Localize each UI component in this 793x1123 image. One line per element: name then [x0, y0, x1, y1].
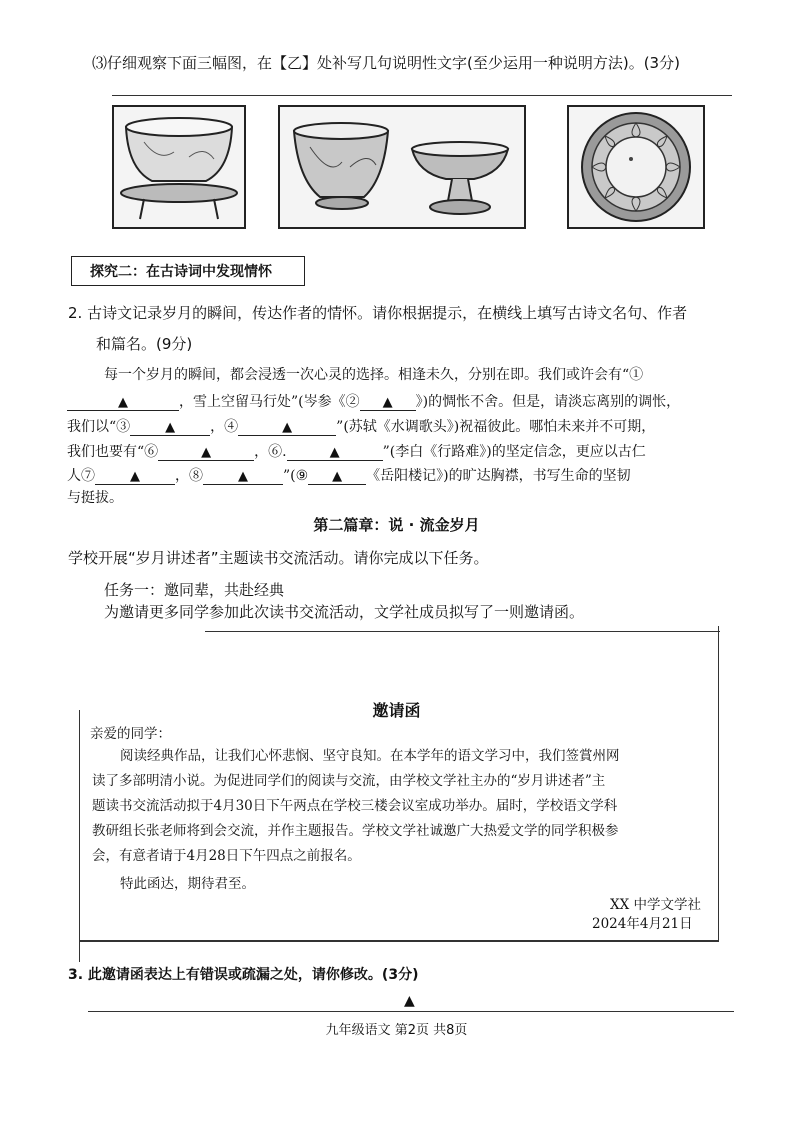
chapter-2-heading: 第二篇章：说 · 流金岁月: [313, 516, 480, 534]
bowl-image-2: [278, 105, 526, 229]
question-2-prompt-line1: 2. 古诗文记录岁月的瞬间，传达作者的情怀。请你根据提示，在横线上填写古诗文名句、作者: [68, 304, 688, 322]
section-title-explore-2: 探究二：在古诗词中发现情怀: [71, 256, 305, 286]
answer-blank-1[interactable]: [67, 394, 179, 411]
activity-intro: 学校开展“岁月讲述者”主题读书交流活动。请你完成以下任务。: [68, 549, 489, 567]
bowl-image-1: [112, 105, 246, 229]
task-1-title: 任务一：邀同辈，共赴经典: [104, 581, 285, 599]
letter-border-right: [718, 626, 719, 942]
answer-blank-2[interactable]: ▲: [360, 394, 416, 411]
letter-title: 邀请函: [372, 701, 421, 720]
letter-date: 2024年4月21日: [592, 916, 693, 932]
question-3-prompt: ⑶仔细观察下面三幅图，在【乙】处补写几句说明性文字(至少运用一种说明方法)。(3分): [92, 54, 680, 72]
poem-line-6: 与挺拔。: [67, 490, 123, 506]
poem-line-2: ▲ ，雪上空留马行处”(岑参《② ▲ 》)的惆怅不舍。但是，请淡忘离别的调怅，: [67, 391, 680, 411]
answer-blank-8[interactable]: ▲: [203, 468, 283, 485]
divider-top: [112, 95, 732, 96]
question-3-revise-prompt: 3. 此邀请函表达上有错误或疏漏之处，请你修改。(3分): [68, 967, 419, 983]
plate-image-3: [567, 105, 705, 229]
page-footer: 九年级语文 第2页 共8页: [325, 1023, 468, 1038]
answer-marker-q3[interactable]: ▲: [404, 993, 415, 1009]
letter-body-line-3: 题读书交流活动拟于4月30日下午两点在学校三楼会议室成功举办。届时，学校语文学科: [92, 798, 618, 814]
poem-line-5: 人⑦ ▲ ，⑧ ▲ ”(⑨ ▲ 《岳阳楼记》)的旷达胸襟，书写生命的坚韧: [67, 468, 631, 484]
answer-blank-3[interactable]: ▲: [130, 419, 210, 436]
letter-body-line-2: 读了多部明清小说。为促进同学们的阅读与交流，由学校文学社主办的“岁月讲述者”主: [92, 773, 606, 789]
letter-border-top: [205, 631, 720, 632]
poem-line-4: 我们也要有“⑥ ▲ ，⑥. ▲ ”(李白《行路难》)的坚定信念，更应以古仁: [67, 444, 646, 460]
question-2-prompt-line2: 和篇名。(9分): [96, 335, 193, 353]
answer-blank-4[interactable]: ▲: [238, 419, 336, 436]
answer-blank-6[interactable]: ▲: [158, 444, 254, 461]
letter-closing: 特此函达，期待君至。: [120, 876, 255, 892]
letter-body-line-5: 会，有意者请于4月28日下午四点之前报名。: [92, 848, 361, 864]
answer-blank-6b[interactable]: ▲: [287, 444, 383, 461]
letter-border-left: [79, 710, 80, 962]
answer-blank-9[interactable]: ▲: [308, 468, 366, 485]
letter-greeting: 亲爱的同学：: [90, 726, 171, 742]
task-1-description: 为邀请更多同学参加此次读书交流活动，文学社成员拟写了一则邀请函。: [104, 603, 585, 621]
poem-line-1: 每一个岁月的瞬间，都会浸透一次心灵的选择。相逢未久，分别在即。我们或许会有“①: [104, 367, 644, 383]
letter-signature: XX 中学文学社: [610, 897, 702, 913]
answer-marker: ▲: [118, 395, 128, 410]
poem-line-3: 我们以“③ ▲ ，④ ▲ ”(苏轼《水调歌头》)祝福彼此。哪怕未来并不可期，: [67, 419, 656, 435]
letter-body-line-1: 阅读经典作品，让我们心怀悲悯、坚守良知。在本学年的语文学习中，我们签賞州网: [120, 748, 620, 764]
letter-body-line-4: 教研组长张老师将到会交流，并作主题报告。学校文学社诚邀广大热爱文学的同学积极参: [92, 823, 619, 839]
letter-border-bottom: [79, 940, 719, 942]
answer-blank-7[interactable]: ▲: [95, 468, 175, 485]
divider-bottom: [88, 1011, 734, 1012]
